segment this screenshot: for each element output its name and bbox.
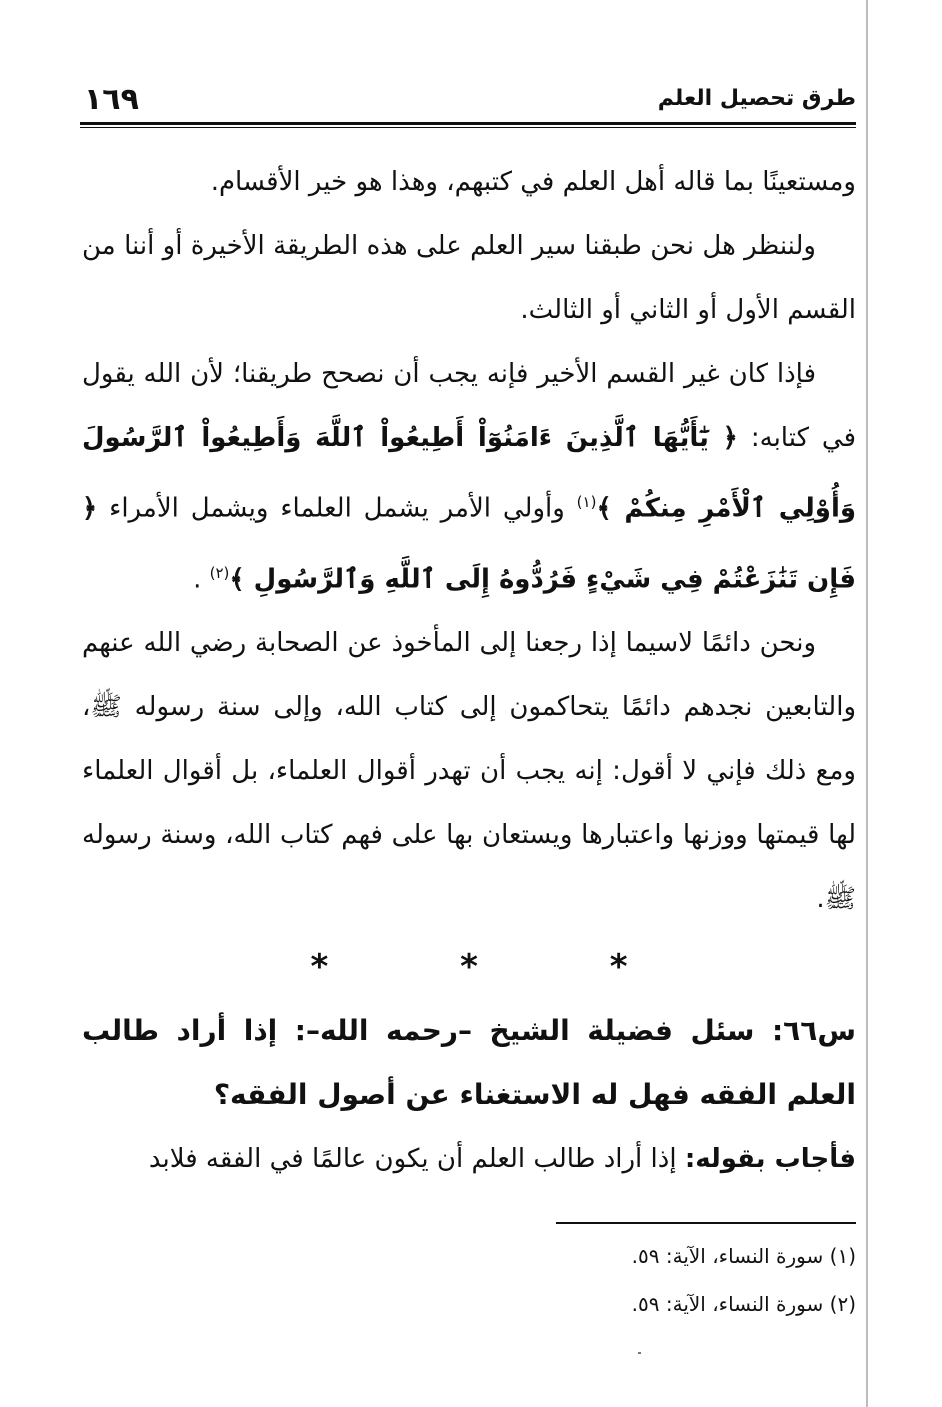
- answer-lead: فأجاب بقوله:: [684, 1144, 856, 1175]
- paragraph-3-start: فإذا كان غير القسم الأخير فإنه يجب أن نصحح طريقنا؛ لأن الله يقول في كتابه:: [82, 359, 857, 453]
- paragraph-3-end: .: [193, 564, 202, 595]
- scan-speck: [638, 1352, 641, 1354]
- section-separator: * * *: [310, 947, 688, 988]
- header-title: طرق تحصيل العلم: [657, 86, 856, 111]
- quran-verse-1: ﴿ يَٰٓأَيُّهَا ٱلَّذِينَ ءَامَنُوٓاْ أَطِيعُواْ ٱللَّهَ وَأَطِيعُواْ ٱلرَّسُولَ وَأُوْلِي ٱلْأَمْرِ مِنكُمْ ﴾: [82, 423, 857, 524]
- answer-text: إذا أراد طالب العلم أن يكون عالمًا في الفقه فلابد: [148, 1144, 677, 1175]
- header-rule: [80, 122, 856, 125]
- question-66: س٦٦: سئل فضيلة الشيخ –رحمه الله–: إذا أراد طالب العلم الفقه فهل له الاستغناء عن أصول الفقه؟: [82, 1014, 856, 1112]
- page-edge: [866, 0, 868, 1407]
- quran-verse-2: ﴿ فَإِن تَنَٰزَعْتُمْ فِي شَيْءٍ فَرُدُّوهُ إِلَى ٱللَّهِ وَٱلرَّسُولِ ﴾: [82, 493, 856, 595]
- paragraph-4: ونحن دائمًا لاسيما إذا رجعنا إلى المأخوذ عن الصحابة رضي الله عنهم والتابعين نجدهم دائمًا يتحاكمون إلى كتاب الله، وإلى سنة رسوله ﷺ، ومع ذلك فإني لا أقول: إنه يجب أن تهدر أقوال العلماء، بل أقوال العلماء لها قيمتها ووزنها واعتبارها ويستعان بها على فهم كتاب الله، وسنة رسوله ﷺ.: [82, 628, 856, 915]
- footnote-separator: [556, 1222, 856, 1224]
- paragraph-3: [82, 342, 856, 611]
- footnote-ref-1: (١): [576, 493, 597, 511]
- header-rule-thin: [80, 127, 856, 128]
- footnotes: [356, 1232, 856, 1328]
- footnote-2: (٢) سورة النساء، الآية: ٥٩.: [631, 1292, 856, 1316]
- footnote-1: (١) سورة النساء، الآية: ٥٩.: [631, 1244, 856, 1268]
- footnote-ref-2: (٢): [209, 563, 230, 582]
- page-number: ١٦٩: [84, 82, 139, 117]
- paragraph-2: ولننظر هل نحن طبقنا سير العلم على هذه الطريقة الأخيرة أو أننا من القسم الأول أو الثاني أو الثالث.: [82, 231, 856, 325]
- running-header: [80, 82, 856, 126]
- answer-paragraph: [82, 1127, 856, 1191]
- main-text: [82, 150, 856, 1191]
- paragraph-3-middle: وأولي الأمر يشمل العلماء ويشمل الأمراء: [109, 493, 565, 524]
- paragraph-1: ومستعينًا بما قاله أهل العلم في كتبهم، وهذا هو خير الأقسام.: [210, 167, 856, 197]
